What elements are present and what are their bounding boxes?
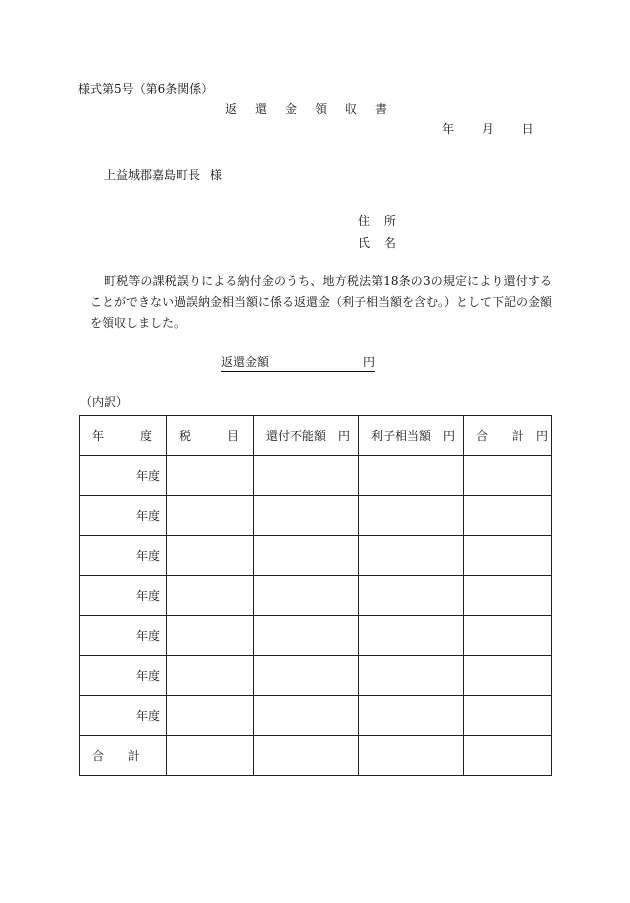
table-cell [359, 736, 464, 776]
addressee: 上益城郡嘉島町長 様 [104, 168, 222, 182]
header-non-refundable-amount: 還付不能額 円 [254, 416, 359, 456]
table-row [80, 496, 552, 536]
table-cell [167, 656, 254, 696]
table-cell [359, 496, 464, 536]
year-cell: 年度 [80, 696, 167, 736]
table-cell [464, 656, 552, 696]
breakdown-table [79, 415, 552, 776]
year-cell: 年度 [80, 656, 167, 696]
table-cell [254, 576, 359, 616]
table-cell [359, 616, 464, 656]
total-label: 合 計 [80, 736, 167, 776]
year-cell: 年度 [80, 616, 167, 656]
year-cell: 年度 [80, 496, 167, 536]
table-cell [254, 616, 359, 656]
table-cell [167, 456, 254, 496]
table-cell [359, 536, 464, 576]
table-row [80, 576, 552, 616]
table-row [80, 536, 552, 576]
table-body [80, 456, 552, 736]
refund-amount-line [221, 353, 375, 372]
year-cell: 年度 [80, 536, 167, 576]
document-title: 返還金領収書 [224, 102, 405, 116]
year-cell: 年度 [80, 456, 167, 496]
body-paragraph: 町税等の課税誤りによる納付金のうち、地方税法第18条の3の規定により還付することができない過誤納金相当額に係る返還金（利子相当額を含む。）として下記の金額を領収しました。 [90, 274, 553, 330]
table-row [80, 696, 552, 736]
table-cell [359, 656, 464, 696]
table-cell [167, 616, 254, 656]
table-cell [254, 496, 359, 536]
table-row [80, 616, 552, 656]
header-year: 年 度 [80, 416, 167, 456]
form-number: 様式第5号（第6条関係） [78, 82, 214, 96]
table-cell [464, 536, 552, 576]
table-cell [254, 456, 359, 496]
table-cell [464, 456, 552, 496]
table-cell [167, 736, 254, 776]
table-cell [254, 536, 359, 576]
table-row [80, 656, 552, 696]
table-cell [464, 696, 552, 736]
table-cell [254, 736, 359, 776]
table-cell [359, 696, 464, 736]
header-interest-amount: 利子相当額 円 [359, 416, 464, 456]
refund-amount-unit: 円 [363, 355, 376, 369]
table-cell [167, 536, 254, 576]
table-cell [359, 456, 464, 496]
address-label: 住 所 [358, 214, 396, 228]
table-cell [464, 496, 552, 536]
table-header-row [80, 416, 552, 456]
table-total-row [80, 736, 552, 776]
header-tax-item: 税 目 [167, 416, 254, 456]
table-cell [254, 696, 359, 736]
header-total: 合 計 円 [464, 416, 552, 456]
table-cell [167, 496, 254, 536]
refund-amount-label: 返還金額 [221, 355, 270, 369]
table-row [80, 456, 552, 496]
breakdown-label: （内訳） [80, 395, 129, 409]
table-cell [464, 736, 552, 776]
table-cell [464, 576, 552, 616]
table-cell [464, 616, 552, 656]
name-label: 氏 名 [358, 236, 396, 250]
table-cell [254, 656, 359, 696]
year-cell: 年度 [80, 576, 167, 616]
table-cell [167, 576, 254, 616]
table-cell [167, 696, 254, 736]
table-cell [359, 576, 464, 616]
date-line: 年 月 日 [442, 122, 534, 136]
